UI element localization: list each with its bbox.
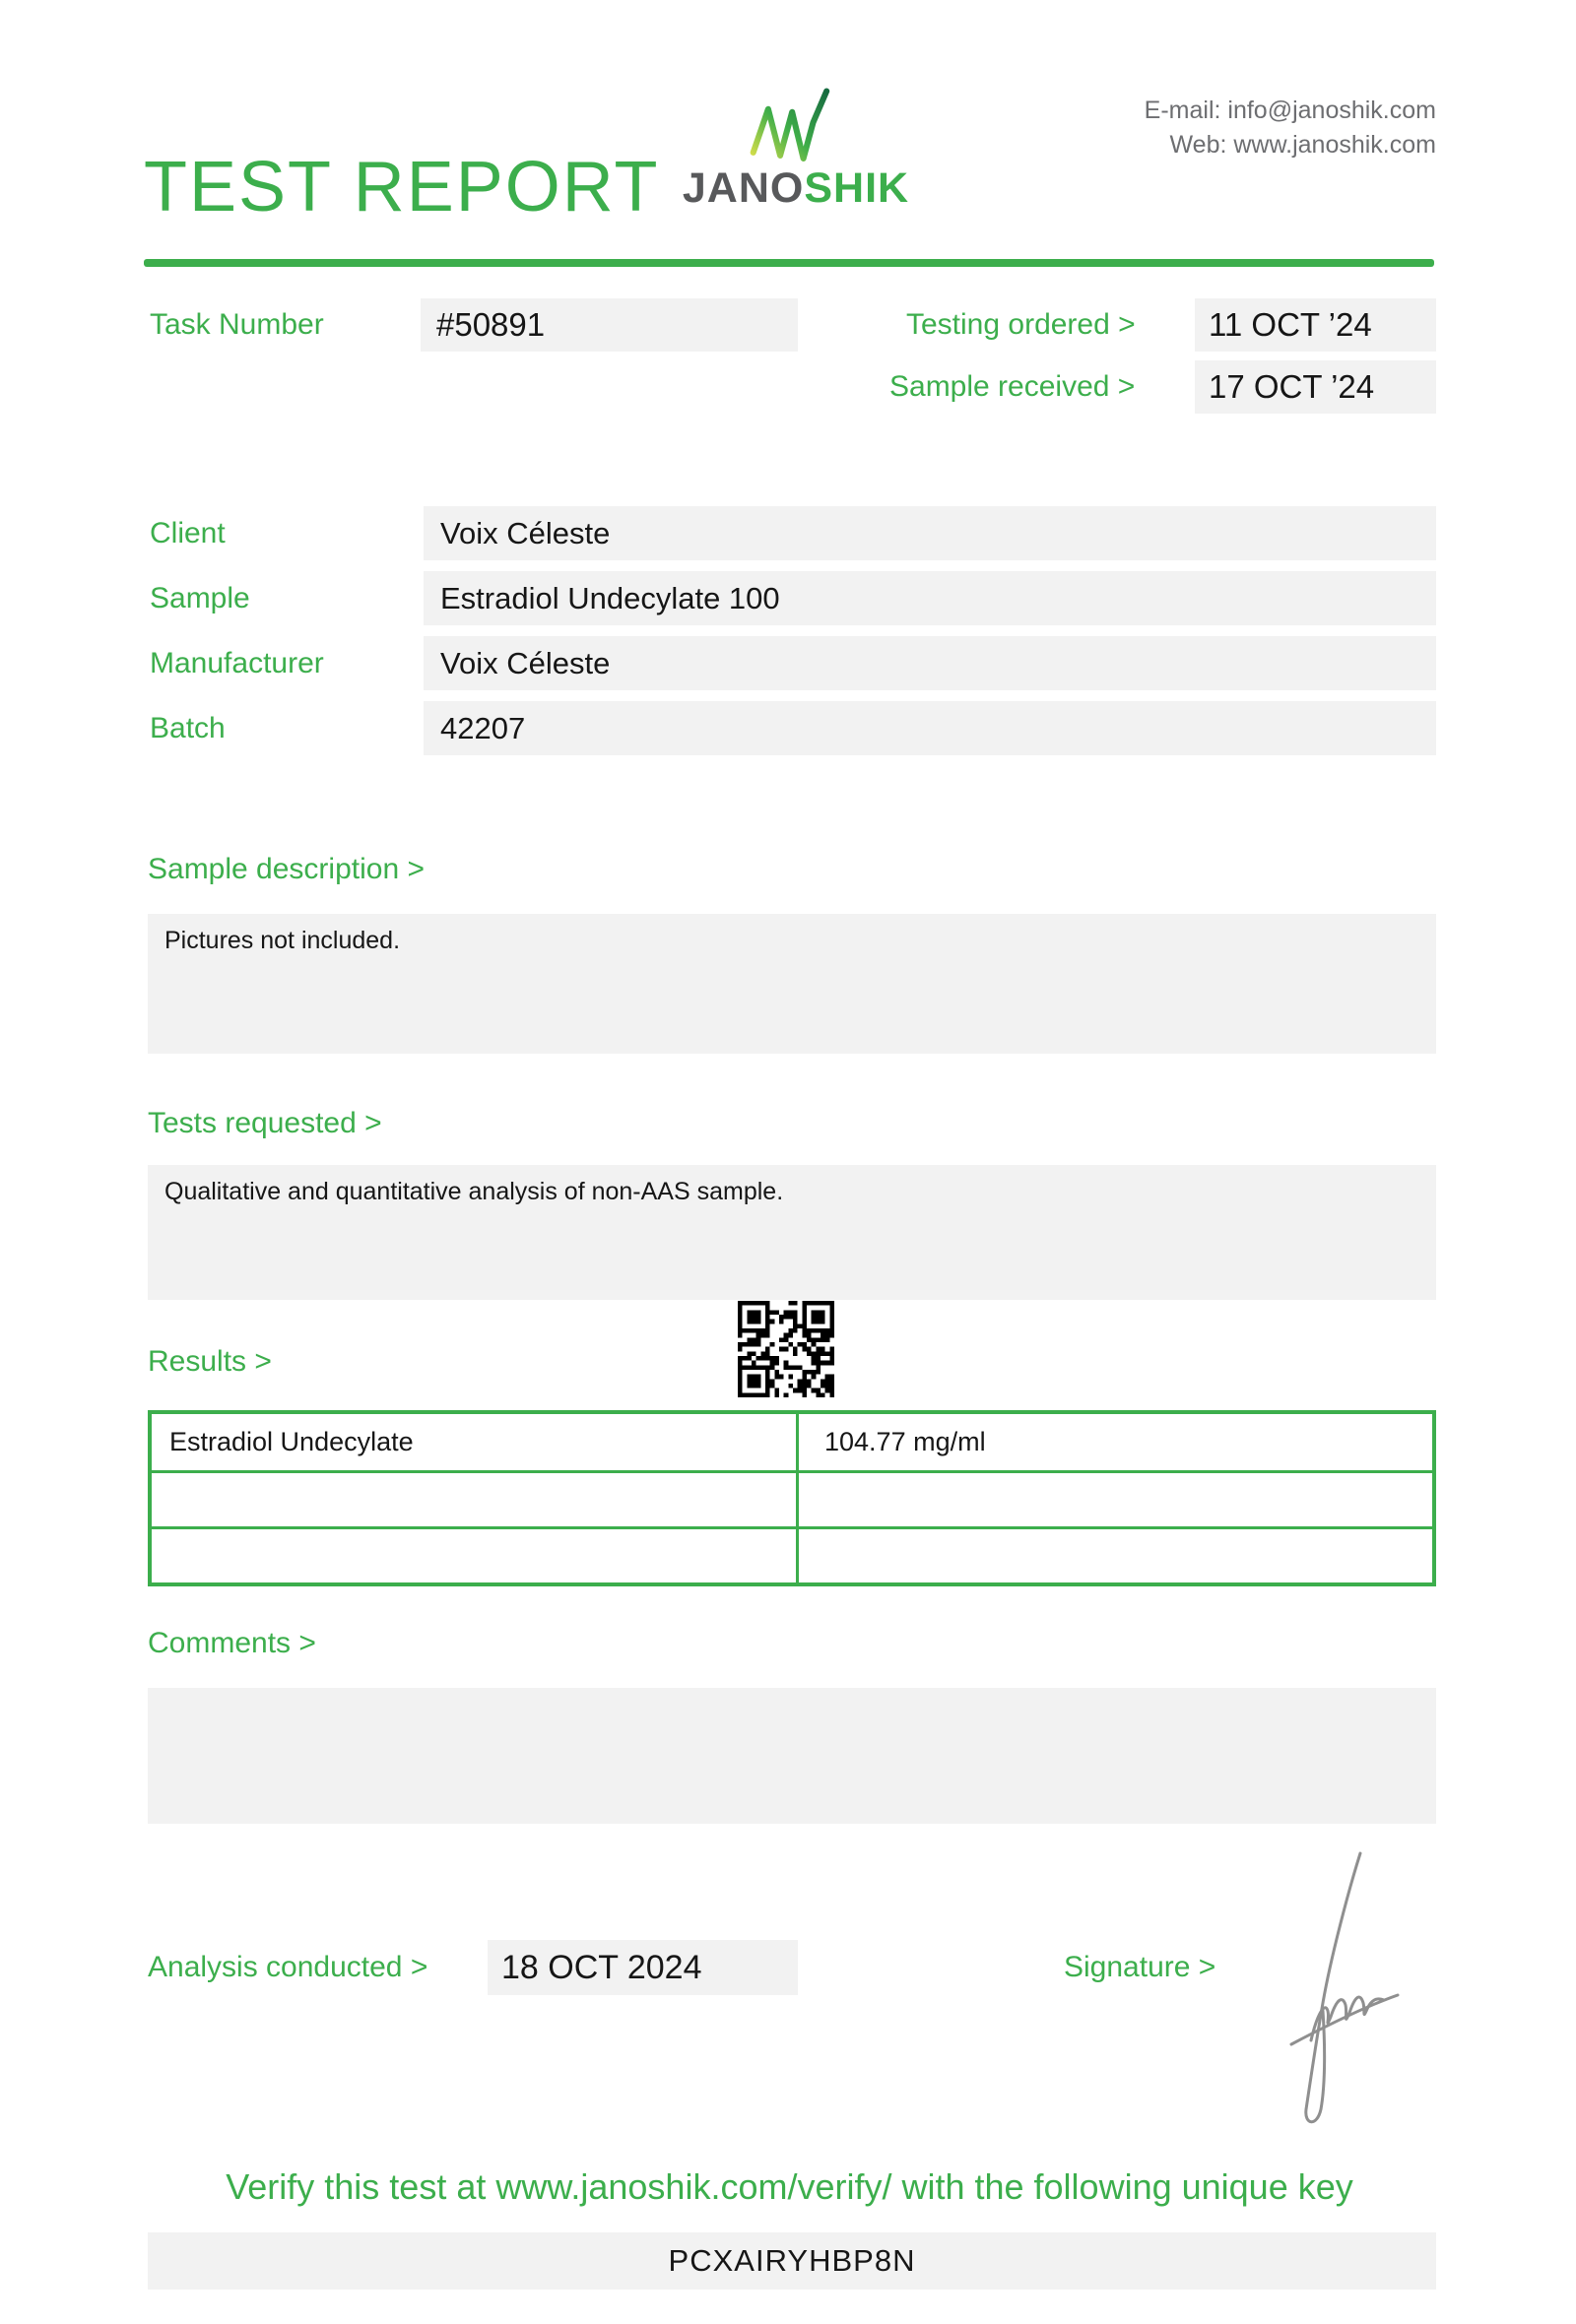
- result-value: [799, 1473, 1432, 1526]
- results-row: [152, 1470, 1432, 1526]
- result-analyte: [152, 1529, 799, 1582]
- header-divider: [144, 259, 1434, 267]
- client-box: [424, 506, 1436, 560]
- sample-value: Estradiol Undecylate 100: [440, 581, 780, 615]
- result-value: 104.77 mg/ml: [824, 1427, 986, 1456]
- task-number-label: Task Number: [150, 308, 324, 341]
- logo-text-shik: SHIK: [804, 164, 910, 212]
- task-number-value: #50891: [436, 306, 546, 343]
- sample-received-label: Sample received >: [889, 370, 1136, 403]
- signature-image: [1274, 1847, 1400, 2135]
- batch-label: Batch: [150, 712, 226, 744]
- signature-label: Signature >: [1064, 1951, 1216, 1983]
- client-value: Voix Céleste: [440, 516, 611, 550]
- sample-received-box: [1195, 360, 1436, 414]
- task-number-box: [421, 298, 798, 352]
- sample-description-heading: Sample description >: [148, 853, 425, 885]
- sample-box: [424, 571, 1436, 625]
- contact-email: E-mail: info@janoshik.com: [1144, 97, 1436, 124]
- results-table: [148, 1410, 1436, 1586]
- testing-ordered-label: Testing ordered >: [906, 308, 1136, 341]
- testing-ordered-date: 11 OCT ’24: [1209, 306, 1372, 343]
- page-title: TEST REPORT: [144, 148, 660, 226]
- testing-ordered-box: [1195, 298, 1436, 352]
- client-label: Client: [150, 517, 226, 549]
- sample-received-date: 17 OCT ’24: [1209, 368, 1375, 405]
- analysis-conducted-label: Analysis conducted >: [148, 1951, 428, 1983]
- batch-box: [424, 701, 1436, 755]
- results-row: [152, 1414, 1432, 1470]
- result-value: [799, 1529, 1432, 1582]
- logo-wordmark: [680, 165, 912, 211]
- verify-instruction: Verify this test at www.janoshik.com/verify/ with the following unique key: [226, 2166, 1353, 2207]
- contact-web: Web: www.janoshik.com: [1169, 131, 1436, 159]
- tests-requested-heading: Tests requested >: [148, 1107, 382, 1139]
- janoshik-logo: [680, 87, 912, 211]
- result-analyte: [152, 1473, 799, 1526]
- comments-heading: Comments >: [148, 1627, 316, 1659]
- manufacturer-value: Voix Céleste: [440, 646, 611, 680]
- results-row: [152, 1526, 1432, 1582]
- tests-requested-box: Qualitative and quantitative analysis of non-AAS sample.: [148, 1165, 1436, 1300]
- logo-text-jano: JANO: [682, 164, 805, 212]
- qr-code: [738, 1301, 834, 1397]
- unique-key-value: PCXAIRYHBP8N: [668, 2243, 916, 2278]
- manufacturer-box: [424, 636, 1436, 690]
- chart-growth-icon: [747, 87, 845, 161]
- analysis-conducted-date: 18 OCT 2024: [501, 1949, 702, 1986]
- sample-label: Sample: [150, 582, 250, 614]
- manufacturer-label: Manufacturer: [150, 647, 324, 679]
- results-heading: Results >: [148, 1345, 272, 1378]
- comments-box: [148, 1688, 1436, 1824]
- result-analyte: Estradiol Undecylate: [152, 1414, 799, 1470]
- batch-value: 42207: [440, 711, 526, 745]
- contact-block: [1145, 94, 1436, 162]
- unique-key-box: [148, 2232, 1436, 2290]
- sample-description-box: Pictures not included.: [148, 914, 1436, 1054]
- analysis-conducted-box: [488, 1940, 798, 1995]
